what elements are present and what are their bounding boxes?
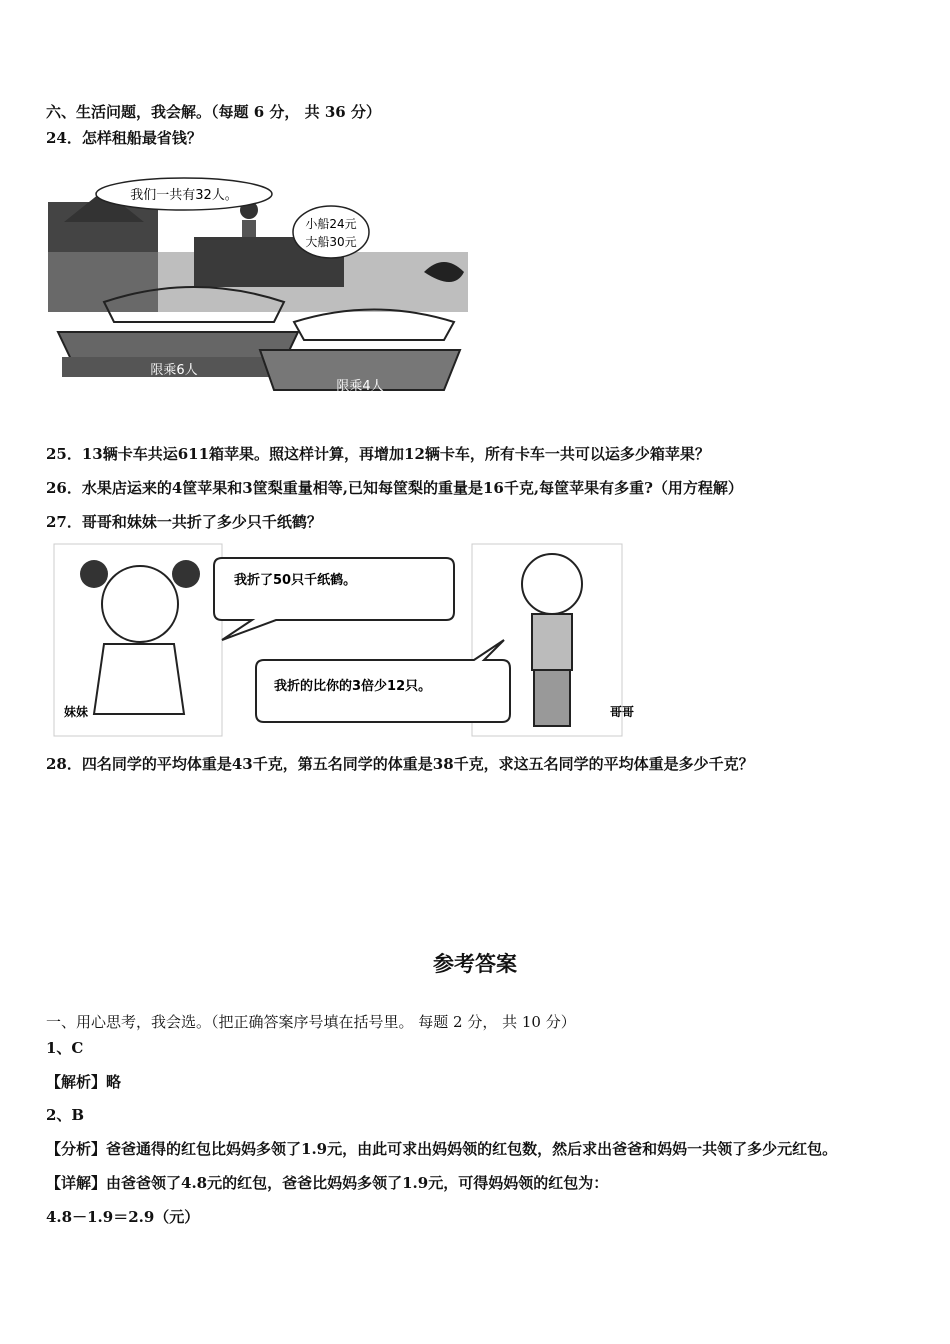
paper-crane-illustration (44, 544, 635, 740)
brother-label: 哥哥 (610, 705, 635, 719)
boat1-capacity: 限乘6人 (150, 363, 198, 378)
answers-title: 参考答案 (433, 952, 517, 976)
sister-speech-bubble (214, 558, 454, 640)
question-27: 27．哥哥和妹妹一共折了多少只千纸鹤？ (46, 513, 322, 531)
sister-figure-icon (80, 560, 200, 714)
sister-speech-text: 我折了50只千纸鹤。 (234, 573, 357, 588)
brother-figure-icon (522, 554, 582, 726)
large-boat-price: 大船30元 (305, 235, 357, 249)
boat-rental-illustration (44, 172, 476, 400)
answer-2-detail: 【详解】由爸爸领了4.8元的红包，爸爸比妈妈多领了1.9元，可得妈妈领的红包为： (46, 1174, 609, 1192)
boat2-capacity: 限乘4人 (336, 379, 384, 394)
price-bubble (293, 206, 369, 258)
question-25: 25．13辆卡车共运611箱苹果。照这样计算，再增加12辆卡车，所有卡车一共可以运多少箱苹果？ (46, 445, 710, 463)
answer-2: 2、B (46, 1106, 85, 1124)
brother-speech-text: 我折的比你的3倍少12只。 (274, 679, 432, 694)
question-24: 24．怎样租船最省钱？ (46, 129, 202, 147)
speech-text: 我们一共有32人。 (130, 188, 238, 203)
answer-2-calc: 4.8－1.9＝2.9（元） (46, 1208, 200, 1226)
answers-section-1: 一、用心思考，我会选。（把正确答案序号填在括号里。 每题 2 分， 共 10 分） (46, 1013, 576, 1031)
question-26: 26．水果店运来的4筐苹果和3筐梨重量相等,已知每筐梨的重量是16千克,每筐苹果有多重?（用方程解） (46, 479, 743, 497)
section-heading: 六、生活问题，我会解。（每题 6 分， 共 36 分） (46, 103, 381, 121)
answer-1-analysis: 【解析】略 (46, 1073, 122, 1091)
small-boat-price: 小船24元 (305, 217, 357, 231)
answer-1: 1、C (46, 1039, 84, 1057)
small-boat-icon (260, 310, 460, 391)
question-28: 28．四名同学的平均体重是43千克，第五名同学的体重是38千克，求这五名同学的平均体重是多少千克？ (46, 755, 754, 773)
sister-label: 妹妹 (64, 705, 89, 719)
answer-2-analysis: 【分析】爸爸通得的红包比妈妈多领了1.9元，由此可求出妈妈领的红包数，然后求出爸爸和妈妈一共领了多少元红包。 (46, 1140, 838, 1158)
